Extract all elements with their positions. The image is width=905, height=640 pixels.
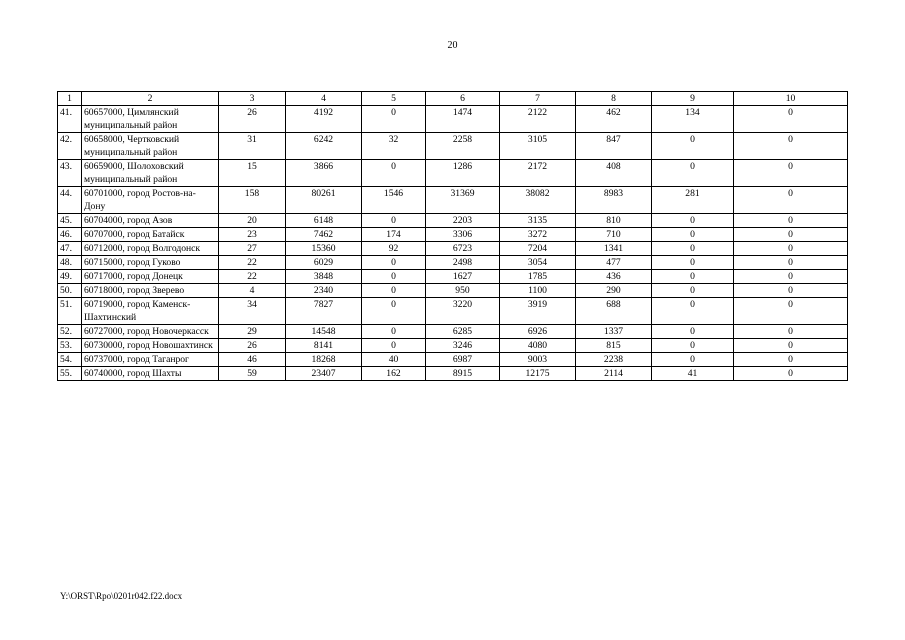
value-cell: 0 — [362, 284, 426, 298]
value-cell: 6987 — [426, 353, 500, 367]
value-cell: 6029 — [286, 256, 362, 270]
value-cell: 14548 — [286, 325, 362, 339]
value-cell: 0 — [362, 214, 426, 228]
value-cell: 0 — [652, 325, 734, 339]
value-cell: 26 — [219, 339, 286, 353]
value-cell: 1286 — [426, 160, 500, 187]
municipality-cell: 60727000, город Новочеркасск — [82, 325, 219, 339]
value-cell: 4 — [219, 284, 286, 298]
value-cell: 0 — [734, 106, 848, 133]
municipality-cell: 60659000, Шолоховский муниципальный район — [82, 160, 219, 187]
value-cell: 0 — [362, 298, 426, 325]
table-row — [58, 228, 848, 242]
column-header: 4 — [286, 92, 362, 106]
row-index-cell: 50. — [58, 284, 82, 298]
table-body — [58, 106, 848, 381]
value-cell: 8141 — [286, 339, 362, 353]
value-cell: 6148 — [286, 214, 362, 228]
value-cell: 1337 — [576, 325, 652, 339]
value-cell: 2238 — [576, 353, 652, 367]
value-cell: 0 — [652, 270, 734, 284]
value-cell: 290 — [576, 284, 652, 298]
row-index-cell: 44. — [58, 187, 82, 214]
value-cell: 7204 — [500, 242, 576, 256]
value-cell: 0 — [734, 256, 848, 270]
value-cell: 46 — [219, 353, 286, 367]
row-index-cell: 46. — [58, 228, 82, 242]
value-cell: 477 — [576, 256, 652, 270]
table-row — [58, 214, 848, 228]
municipality-cell: 60712000, город Волгодонск — [82, 242, 219, 256]
value-cell: 134 — [652, 106, 734, 133]
value-cell: 15360 — [286, 242, 362, 256]
value-cell: 2114 — [576, 367, 652, 381]
table-row — [58, 242, 848, 256]
value-cell: 32 — [362, 133, 426, 160]
table-row — [58, 270, 848, 284]
column-header: 2 — [82, 92, 219, 106]
municipality-cell: 60704000, город Азов — [82, 214, 219, 228]
value-cell: 174 — [362, 228, 426, 242]
value-cell: 22 — [219, 270, 286, 284]
value-cell: 3246 — [426, 339, 500, 353]
value-cell: 0 — [362, 339, 426, 353]
value-cell: 0 — [362, 106, 426, 133]
value-cell: 3306 — [426, 228, 500, 242]
value-cell: 162 — [362, 367, 426, 381]
table-row — [58, 106, 848, 133]
value-cell: 0 — [734, 242, 848, 256]
value-cell: 815 — [576, 339, 652, 353]
municipality-cell: 60658000, Чертковский муниципальный район — [82, 133, 219, 160]
value-cell: 92 — [362, 242, 426, 256]
value-cell: 0 — [652, 339, 734, 353]
table-row — [58, 133, 848, 160]
value-cell: 158 — [219, 187, 286, 214]
row-index-cell: 43. — [58, 160, 82, 187]
value-cell: 0 — [734, 325, 848, 339]
value-cell: 6285 — [426, 325, 500, 339]
value-cell: 18268 — [286, 353, 362, 367]
value-cell: 0 — [652, 242, 734, 256]
value-cell: 27 — [219, 242, 286, 256]
column-header: 1 — [58, 92, 82, 106]
value-cell: 38082 — [500, 187, 576, 214]
value-cell: 950 — [426, 284, 500, 298]
value-cell: 0 — [652, 256, 734, 270]
value-cell: 0 — [734, 160, 848, 187]
value-cell: 0 — [734, 284, 848, 298]
value-cell: 6723 — [426, 242, 500, 256]
municipality-cell: 60718000, город Зверево — [82, 284, 219, 298]
value-cell: 12175 — [500, 367, 576, 381]
value-cell: 23407 — [286, 367, 362, 381]
value-cell: 0 — [362, 256, 426, 270]
page-number: 20 — [447, 40, 458, 51]
value-cell: 0 — [652, 228, 734, 242]
row-index-cell: 41. — [58, 106, 82, 133]
municipality-cell: 60719000, город Каменск-Шахтинский — [82, 298, 219, 325]
value-cell: 31369 — [426, 187, 500, 214]
value-cell: 2203 — [426, 214, 500, 228]
value-cell: 40 — [362, 353, 426, 367]
municipality-cell: 60657000, Цимлянский муниципальный район — [82, 106, 219, 133]
value-cell: 0 — [734, 270, 848, 284]
table-row — [58, 325, 848, 339]
table-row — [58, 284, 848, 298]
table-row — [58, 187, 848, 214]
table-row — [58, 353, 848, 367]
value-cell: 0 — [362, 160, 426, 187]
statistics-table — [57, 91, 848, 381]
value-cell: 462 — [576, 106, 652, 133]
value-cell: 0 — [362, 325, 426, 339]
value-cell: 0 — [652, 214, 734, 228]
value-cell: 0 — [734, 214, 848, 228]
column-header: 8 — [576, 92, 652, 106]
value-cell: 2258 — [426, 133, 500, 160]
value-cell: 34 — [219, 298, 286, 325]
value-cell: 15 — [219, 160, 286, 187]
value-cell: 688 — [576, 298, 652, 325]
value-cell: 7462 — [286, 228, 362, 242]
column-header: 9 — [652, 92, 734, 106]
value-cell: 6242 — [286, 133, 362, 160]
value-cell: 710 — [576, 228, 652, 242]
value-cell: 2172 — [500, 160, 576, 187]
column-header: 6 — [426, 92, 500, 106]
value-cell: 8983 — [576, 187, 652, 214]
value-cell: 41 — [652, 367, 734, 381]
value-cell: 1100 — [500, 284, 576, 298]
value-cell: 0 — [734, 339, 848, 353]
value-cell: 0 — [652, 298, 734, 325]
value-cell: 0 — [362, 270, 426, 284]
value-cell: 3220 — [426, 298, 500, 325]
value-cell: 3054 — [500, 256, 576, 270]
value-cell: 1546 — [362, 187, 426, 214]
value-cell: 22 — [219, 256, 286, 270]
municipality-cell: 60717000, город Донецк — [82, 270, 219, 284]
row-index-cell: 53. — [58, 339, 82, 353]
row-index-cell: 48. — [58, 256, 82, 270]
value-cell: 0 — [652, 353, 734, 367]
column-header: 10 — [734, 92, 848, 106]
value-cell: 1341 — [576, 242, 652, 256]
value-cell: 0 — [734, 353, 848, 367]
column-header: 7 — [500, 92, 576, 106]
municipality-cell: 60730000, город Новошахтинск — [82, 339, 219, 353]
table-row — [58, 256, 848, 270]
value-cell: 408 — [576, 160, 652, 187]
value-cell: 3848 — [286, 270, 362, 284]
file-path-footer: Y:\ORST\Rpo\0201r042.f22.docx — [60, 591, 183, 601]
value-cell: 31 — [219, 133, 286, 160]
value-cell: 6926 — [500, 325, 576, 339]
header-row — [58, 92, 848, 106]
value-cell: 0 — [734, 187, 848, 214]
value-cell: 1474 — [426, 106, 500, 133]
value-cell: 3272 — [500, 228, 576, 242]
value-cell: 3105 — [500, 133, 576, 160]
value-cell: 1785 — [500, 270, 576, 284]
value-cell: 0 — [734, 228, 848, 242]
value-cell: 0 — [652, 133, 734, 160]
value-cell: 0 — [734, 133, 848, 160]
row-index-cell: 42. — [58, 133, 82, 160]
column-header: 5 — [362, 92, 426, 106]
row-index-cell: 51. — [58, 298, 82, 325]
value-cell: 8915 — [426, 367, 500, 381]
value-cell: 2122 — [500, 106, 576, 133]
value-cell: 9003 — [500, 353, 576, 367]
value-cell: 3919 — [500, 298, 576, 325]
value-cell: 4192 — [286, 106, 362, 133]
value-cell: 26 — [219, 106, 286, 133]
value-cell: 436 — [576, 270, 652, 284]
row-index-cell: 47. — [58, 242, 82, 256]
value-cell: 4080 — [500, 339, 576, 353]
value-cell: 7827 — [286, 298, 362, 325]
value-cell: 2340 — [286, 284, 362, 298]
value-cell: 3866 — [286, 160, 362, 187]
row-index-cell: 55. — [58, 367, 82, 381]
municipality-cell: 60737000, город Таганрог — [82, 353, 219, 367]
value-cell: 810 — [576, 214, 652, 228]
value-cell: 0 — [652, 284, 734, 298]
value-cell: 0 — [734, 367, 848, 381]
table-row — [58, 339, 848, 353]
municipality-cell: 60701000, город Ростов-на-Дону — [82, 187, 219, 214]
value-cell: 80261 — [286, 187, 362, 214]
municipality-cell: 60740000, город Шахты — [82, 367, 219, 381]
value-cell: 1627 — [426, 270, 500, 284]
row-index-cell: 45. — [58, 214, 82, 228]
value-cell: 2498 — [426, 256, 500, 270]
municipality-cell: 60715000, город Гуково — [82, 256, 219, 270]
value-cell: 3135 — [500, 214, 576, 228]
row-index-cell: 54. — [58, 353, 82, 367]
value-cell: 0 — [734, 298, 848, 325]
value-cell: 281 — [652, 187, 734, 214]
value-cell: 20 — [219, 214, 286, 228]
value-cell: 847 — [576, 133, 652, 160]
row-index-cell: 49. — [58, 270, 82, 284]
value-cell: 23 — [219, 228, 286, 242]
row-index-cell: 52. — [58, 325, 82, 339]
value-cell: 0 — [652, 160, 734, 187]
value-cell: 59 — [219, 367, 286, 381]
table-row — [58, 367, 848, 381]
column-header: 3 — [219, 92, 286, 106]
municipality-cell: 60707000, город Батайск — [82, 228, 219, 242]
table-row — [58, 298, 848, 325]
value-cell: 29 — [219, 325, 286, 339]
table-row — [58, 160, 848, 187]
